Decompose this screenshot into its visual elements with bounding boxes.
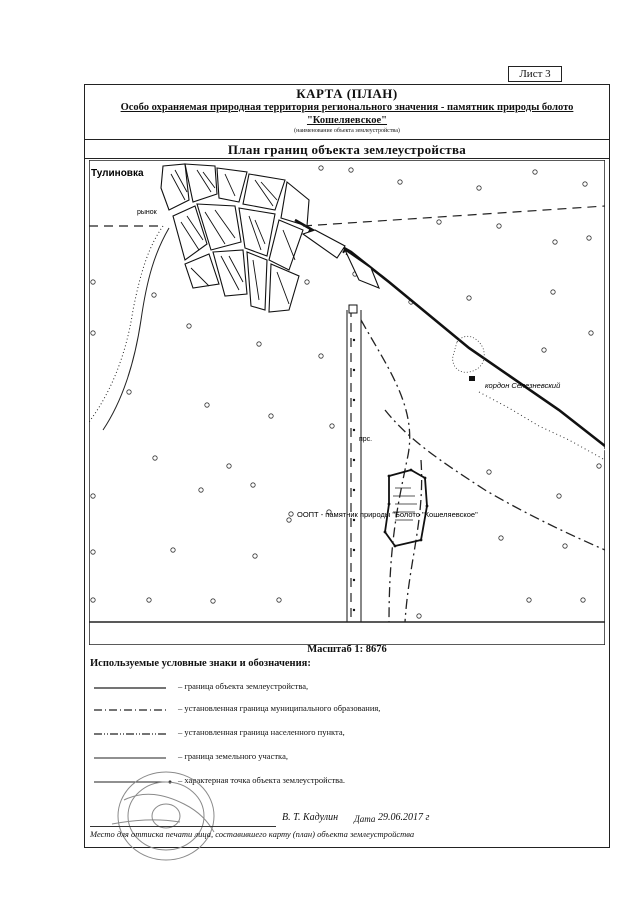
seal-stamp-image (104, 760, 224, 870)
legend-label: – граница объекта землеустройства, (178, 681, 309, 691)
legend-label: – характерная точка объекта землеустройства. (178, 775, 345, 785)
object-name-caption: (наименование объекта землеустройства) (294, 128, 400, 134)
boundary-map (89, 160, 605, 645)
clearing-label: прс. (359, 436, 373, 443)
oopt-label: ООПТ - памятник природы "Болото "Кошеляевское" (297, 510, 478, 519)
legend-symbol-dash-dot (94, 702, 174, 714)
legend-symbol-dash-dot-dot (94, 726, 174, 738)
legend-symbol-solid (94, 680, 174, 692)
legend-label: – граница земельного участка, (178, 751, 288, 761)
cordon-label: кордон Селезневский (485, 381, 561, 390)
legend-label: – установленная граница населенного пункта, (178, 727, 345, 737)
market-label: рынок (137, 209, 157, 216)
signer-name: В. Т. Кадулин (282, 812, 339, 823)
object-name-line1: Особо охраняемая природная территория регионального значения - памятник природы болото (120, 102, 574, 113)
plan-title: План границ объекта землеустройства (227, 142, 467, 157)
sheet-number: Лист 3 (508, 66, 562, 82)
legend-title: Используемые условные знаки и обозначения: (90, 658, 311, 669)
plan-divider (84, 158, 610, 159)
header-divider (84, 139, 610, 140)
date-label: Дата (354, 814, 376, 824)
village-label: Тулиновка (91, 168, 144, 179)
stamp-place-caption: Место для оттиска печати лица, составившего карту (план) объекта землеустройства (90, 829, 415, 839)
document-title: КАРТА (ПЛАН) (296, 86, 398, 101)
legend-label: – установленная граница муниципального образования, (178, 703, 381, 713)
map-scale: Масштаб 1: 8676 (307, 644, 387, 655)
object-name-line2: "Кошеляевское" (306, 115, 388, 126)
signature-date: 29.06.2017 г (378, 812, 430, 823)
signature-line (90, 826, 276, 827)
